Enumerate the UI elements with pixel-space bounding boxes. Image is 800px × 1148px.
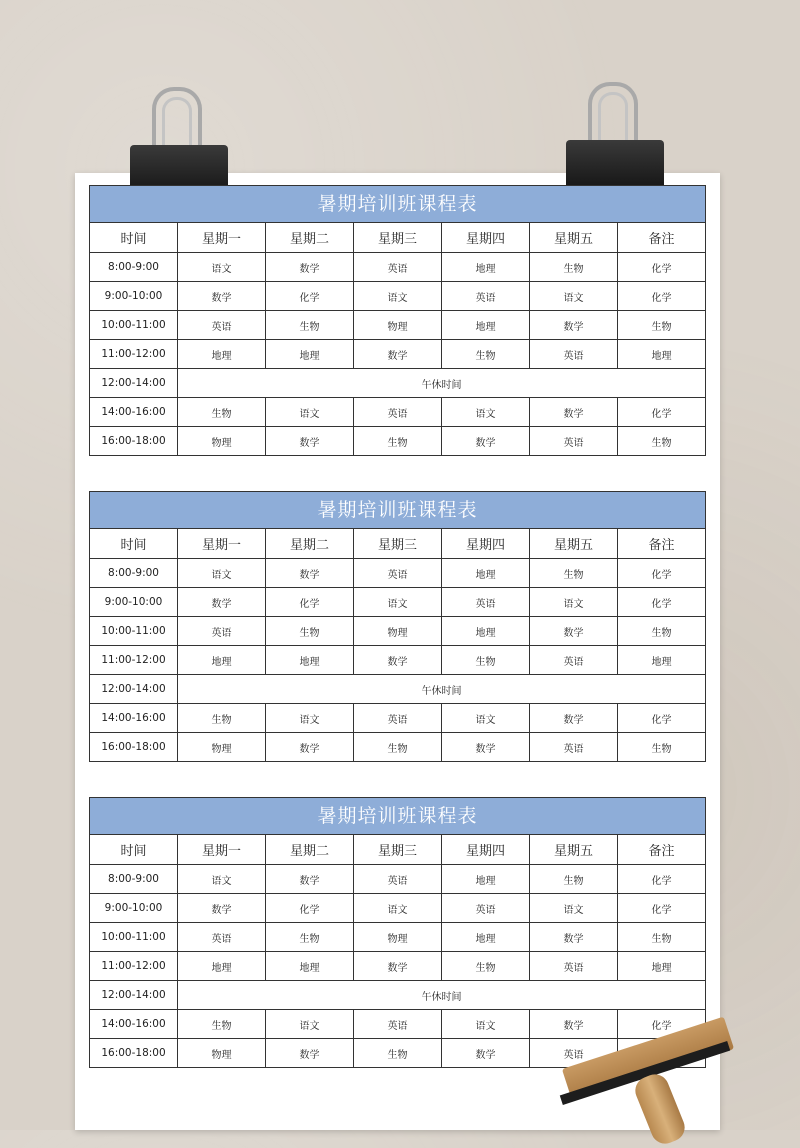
table-row bbox=[90, 704, 706, 733]
column-header: 星期三 bbox=[354, 223, 442, 253]
subject-cell: 数学 bbox=[530, 923, 618, 952]
column-header: 星期五 bbox=[530, 529, 618, 559]
timetable-2 bbox=[89, 491, 706, 762]
subject-cell: 化学 bbox=[618, 894, 706, 923]
subject-cell: 数学 bbox=[442, 1039, 530, 1068]
subject-cell: 物理 bbox=[354, 923, 442, 952]
subject-cell: 生物 bbox=[618, 923, 706, 952]
table-row bbox=[90, 894, 706, 923]
subject-cell: 英语 bbox=[354, 1010, 442, 1039]
subject-cell: 生物 bbox=[178, 398, 266, 427]
subject-cell: 语文 bbox=[530, 282, 618, 311]
time-slot-cell: 16:00-18:00 bbox=[90, 733, 178, 762]
clip-body bbox=[566, 140, 664, 190]
subject-cell: 生物 bbox=[530, 559, 618, 588]
subject-cell: 地理 bbox=[178, 646, 266, 675]
subject-cell: 英语 bbox=[442, 588, 530, 617]
time-slot-cell: 8:00-9:00 bbox=[90, 253, 178, 282]
subject-cell: 数学 bbox=[530, 311, 618, 340]
subject-cell: 语文 bbox=[442, 398, 530, 427]
subject-cell: 数学 bbox=[442, 733, 530, 762]
table-row bbox=[90, 646, 706, 675]
time-slot-cell: 14:00-16:00 bbox=[90, 398, 178, 427]
time-slot-cell: 12:00-14:00 bbox=[90, 675, 178, 704]
subject-cell: 生物 bbox=[178, 704, 266, 733]
subject-cell: 生物 bbox=[530, 865, 618, 894]
column-header: 星期一 bbox=[178, 835, 266, 865]
time-slot-cell: 9:00-10:00 bbox=[90, 282, 178, 311]
subject-cell: 英语 bbox=[178, 311, 266, 340]
time-slot-cell: 9:00-10:00 bbox=[90, 588, 178, 617]
subject-cell: 化学 bbox=[266, 894, 354, 923]
subject-cell: 生物 bbox=[178, 1010, 266, 1039]
subject-cell: 语文 bbox=[178, 559, 266, 588]
subject-cell: 数学 bbox=[266, 559, 354, 588]
subject-cell: 英语 bbox=[442, 894, 530, 923]
subject-cell: 地理 bbox=[618, 340, 706, 369]
column-header: 星期一 bbox=[178, 529, 266, 559]
timetable-title: 暑期培训班课程表 bbox=[89, 491, 706, 528]
time-slot-cell: 12:00-14:00 bbox=[90, 369, 178, 398]
column-header: 星期四 bbox=[442, 223, 530, 253]
header-row bbox=[90, 529, 706, 559]
subject-cell: 数学 bbox=[178, 282, 266, 311]
subject-cell: 英语 bbox=[530, 646, 618, 675]
column-header: 星期二 bbox=[266, 835, 354, 865]
table-row bbox=[90, 282, 706, 311]
subject-cell: 数学 bbox=[178, 588, 266, 617]
time-slot-cell: 11:00-12:00 bbox=[90, 340, 178, 369]
lunch-break-cell: 午休时间 bbox=[178, 369, 706, 398]
subject-cell: 数学 bbox=[354, 952, 442, 981]
subject-cell: 英语 bbox=[354, 398, 442, 427]
table-row bbox=[90, 340, 706, 369]
subject-cell: 化学 bbox=[618, 253, 706, 282]
subject-cell: 英语 bbox=[530, 952, 618, 981]
subject-cell: 化学 bbox=[618, 865, 706, 894]
subject-cell: 生物 bbox=[618, 733, 706, 762]
column-header: 备注 bbox=[618, 835, 706, 865]
lunch-break-cell: 午休时间 bbox=[178, 981, 706, 1010]
subject-cell: 物理 bbox=[354, 617, 442, 646]
column-header: 星期二 bbox=[266, 529, 354, 559]
subject-cell: 数学 bbox=[530, 398, 618, 427]
subject-cell: 物理 bbox=[178, 1039, 266, 1068]
subject-cell: 语文 bbox=[530, 894, 618, 923]
subject-cell: 物理 bbox=[178, 733, 266, 762]
subject-cell: 英语 bbox=[354, 253, 442, 282]
subject-cell: 生物 bbox=[354, 1039, 442, 1068]
subject-cell: 英语 bbox=[178, 617, 266, 646]
table-row bbox=[90, 923, 706, 952]
subject-cell: 地理 bbox=[442, 923, 530, 952]
subject-cell: 英语 bbox=[442, 282, 530, 311]
subject-cell: 生物 bbox=[354, 733, 442, 762]
subject-cell: 数学 bbox=[266, 1039, 354, 1068]
subject-cell: 化学 bbox=[618, 1010, 706, 1039]
subject-cell: 语文 bbox=[442, 1010, 530, 1039]
timetable-title: 暑期培训班课程表 bbox=[89, 797, 706, 834]
subject-cell: 数学 bbox=[266, 733, 354, 762]
table-row bbox=[90, 981, 706, 1010]
subject-cell: 数学 bbox=[266, 427, 354, 456]
time-slot-cell: 16:00-18:00 bbox=[90, 427, 178, 456]
time-slot-cell: 8:00-9:00 bbox=[90, 865, 178, 894]
subject-cell: 地理 bbox=[266, 340, 354, 369]
subject-cell: 化学 bbox=[618, 588, 706, 617]
column-header: 星期三 bbox=[354, 529, 442, 559]
subject-cell: 数学 bbox=[530, 704, 618, 733]
table-row bbox=[90, 369, 706, 398]
time-slot-cell: 11:00-12:00 bbox=[90, 646, 178, 675]
subject-cell: 英语 bbox=[178, 923, 266, 952]
subject-cell: 语文 bbox=[354, 282, 442, 311]
subject-cell: 化学 bbox=[618, 398, 706, 427]
column-header: 星期五 bbox=[530, 223, 618, 253]
subject-cell: 生物 bbox=[618, 311, 706, 340]
subject-cell: 生物 bbox=[266, 311, 354, 340]
subject-cell: 地理 bbox=[618, 952, 706, 981]
subject-cell: 英语 bbox=[530, 1039, 618, 1068]
subject-cell: 数学 bbox=[266, 253, 354, 282]
lunch-break-cell: 午休时间 bbox=[178, 675, 706, 704]
table-row bbox=[90, 952, 706, 981]
subject-cell: 化学 bbox=[618, 282, 706, 311]
subject-cell: 英语 bbox=[530, 427, 618, 456]
table-row bbox=[90, 675, 706, 704]
subject-cell: 英语 bbox=[530, 733, 618, 762]
time-slot-cell: 16:00-18:00 bbox=[90, 1039, 178, 1068]
subject-cell: 地理 bbox=[178, 952, 266, 981]
binder-clip-left bbox=[130, 87, 228, 197]
header-row bbox=[90, 223, 706, 253]
subject-cell: 地理 bbox=[442, 253, 530, 282]
subject-cell: 地理 bbox=[178, 340, 266, 369]
subject-cell: 生物 bbox=[266, 923, 354, 952]
binder-clip-right bbox=[566, 82, 664, 192]
time-slot-cell: 11:00-12:00 bbox=[90, 952, 178, 981]
subject-cell: 语文 bbox=[354, 894, 442, 923]
subject-cell: 数学 bbox=[442, 427, 530, 456]
subject-cell: 地理 bbox=[266, 646, 354, 675]
subject-cell: 地理 bbox=[442, 559, 530, 588]
table-row bbox=[90, 427, 706, 456]
time-slot-cell: 10:00-11:00 bbox=[90, 617, 178, 646]
subject-cell: 语文 bbox=[442, 704, 530, 733]
subject-cell: 物理 bbox=[354, 311, 442, 340]
wooden-stamp bbox=[555, 1010, 800, 1130]
subject-cell: 语文 bbox=[178, 253, 266, 282]
subject-cell: 语文 bbox=[530, 588, 618, 617]
subject-cell: 数学 bbox=[530, 1010, 618, 1039]
table-row bbox=[90, 253, 706, 282]
subject-cell: 英语 bbox=[530, 340, 618, 369]
time-slot-cell: 8:00-9:00 bbox=[90, 559, 178, 588]
column-header: 备注 bbox=[618, 529, 706, 559]
subject-cell: 化学 bbox=[266, 588, 354, 617]
subject-cell: 地理 bbox=[442, 311, 530, 340]
column-header: 星期五 bbox=[530, 835, 618, 865]
timetable-title: 暑期培训班课程表 bbox=[89, 185, 706, 222]
subject-cell: 数学 bbox=[354, 340, 442, 369]
column-header: 星期四 bbox=[442, 529, 530, 559]
subject-cell: 生物 bbox=[354, 427, 442, 456]
column-header: 星期四 bbox=[442, 835, 530, 865]
subject-cell: 语文 bbox=[354, 588, 442, 617]
column-header: 星期一 bbox=[178, 223, 266, 253]
subject-cell: 数学 bbox=[266, 865, 354, 894]
column-header: 星期二 bbox=[266, 223, 354, 253]
table-row bbox=[90, 398, 706, 427]
time-slot-cell: 14:00-16:00 bbox=[90, 1010, 178, 1039]
header-row bbox=[90, 835, 706, 865]
subject-cell: 英语 bbox=[354, 865, 442, 894]
subject-cell: 数学 bbox=[354, 646, 442, 675]
time-slot-cell: 9:00-10:00 bbox=[90, 894, 178, 923]
subject-cell: 生物 bbox=[442, 952, 530, 981]
subject-cell: 生物 bbox=[530, 253, 618, 282]
table-row bbox=[90, 588, 706, 617]
column-header: 时间 bbox=[90, 529, 178, 559]
subject-cell: 语文 bbox=[266, 398, 354, 427]
subject-cell: 英语 bbox=[354, 704, 442, 733]
column-header: 备注 bbox=[618, 223, 706, 253]
column-header: 星期三 bbox=[354, 835, 442, 865]
table-row bbox=[90, 311, 706, 340]
subject-cell: 地理 bbox=[266, 952, 354, 981]
subject-cell: 数学 bbox=[530, 617, 618, 646]
subject-cell: 生物 bbox=[442, 340, 530, 369]
column-header: 时间 bbox=[90, 223, 178, 253]
subject-cell: 数学 bbox=[178, 894, 266, 923]
subject-cell: 生物 bbox=[442, 646, 530, 675]
subject-cell: 化学 bbox=[618, 559, 706, 588]
subject-cell: 生物 bbox=[266, 617, 354, 646]
time-slot-cell: 10:00-11:00 bbox=[90, 923, 178, 952]
subject-cell: 地理 bbox=[442, 617, 530, 646]
subject-cell: 语文 bbox=[266, 1010, 354, 1039]
time-slot-cell: 14:00-16:00 bbox=[90, 704, 178, 733]
subject-cell: 物理 bbox=[178, 427, 266, 456]
subject-cell: 地理 bbox=[618, 646, 706, 675]
column-header: 时间 bbox=[90, 835, 178, 865]
table-row bbox=[90, 865, 706, 894]
subject-cell: 生物 bbox=[618, 617, 706, 646]
subject-cell: 地理 bbox=[442, 865, 530, 894]
subject-cell: 语文 bbox=[266, 704, 354, 733]
subject-cell: 语文 bbox=[178, 865, 266, 894]
timetable-1 bbox=[89, 185, 706, 456]
time-slot-cell: 12:00-14:00 bbox=[90, 981, 178, 1010]
time-slot-cell: 10:00-11:00 bbox=[90, 311, 178, 340]
subject-cell: 生物 bbox=[618, 427, 706, 456]
subject-cell: 化学 bbox=[618, 704, 706, 733]
stamp-handle bbox=[631, 1070, 689, 1148]
table-row bbox=[90, 559, 706, 588]
subject-cell: 化学 bbox=[266, 282, 354, 311]
table-row bbox=[90, 733, 706, 762]
table-row bbox=[90, 617, 706, 646]
subject-cell: 英语 bbox=[354, 559, 442, 588]
